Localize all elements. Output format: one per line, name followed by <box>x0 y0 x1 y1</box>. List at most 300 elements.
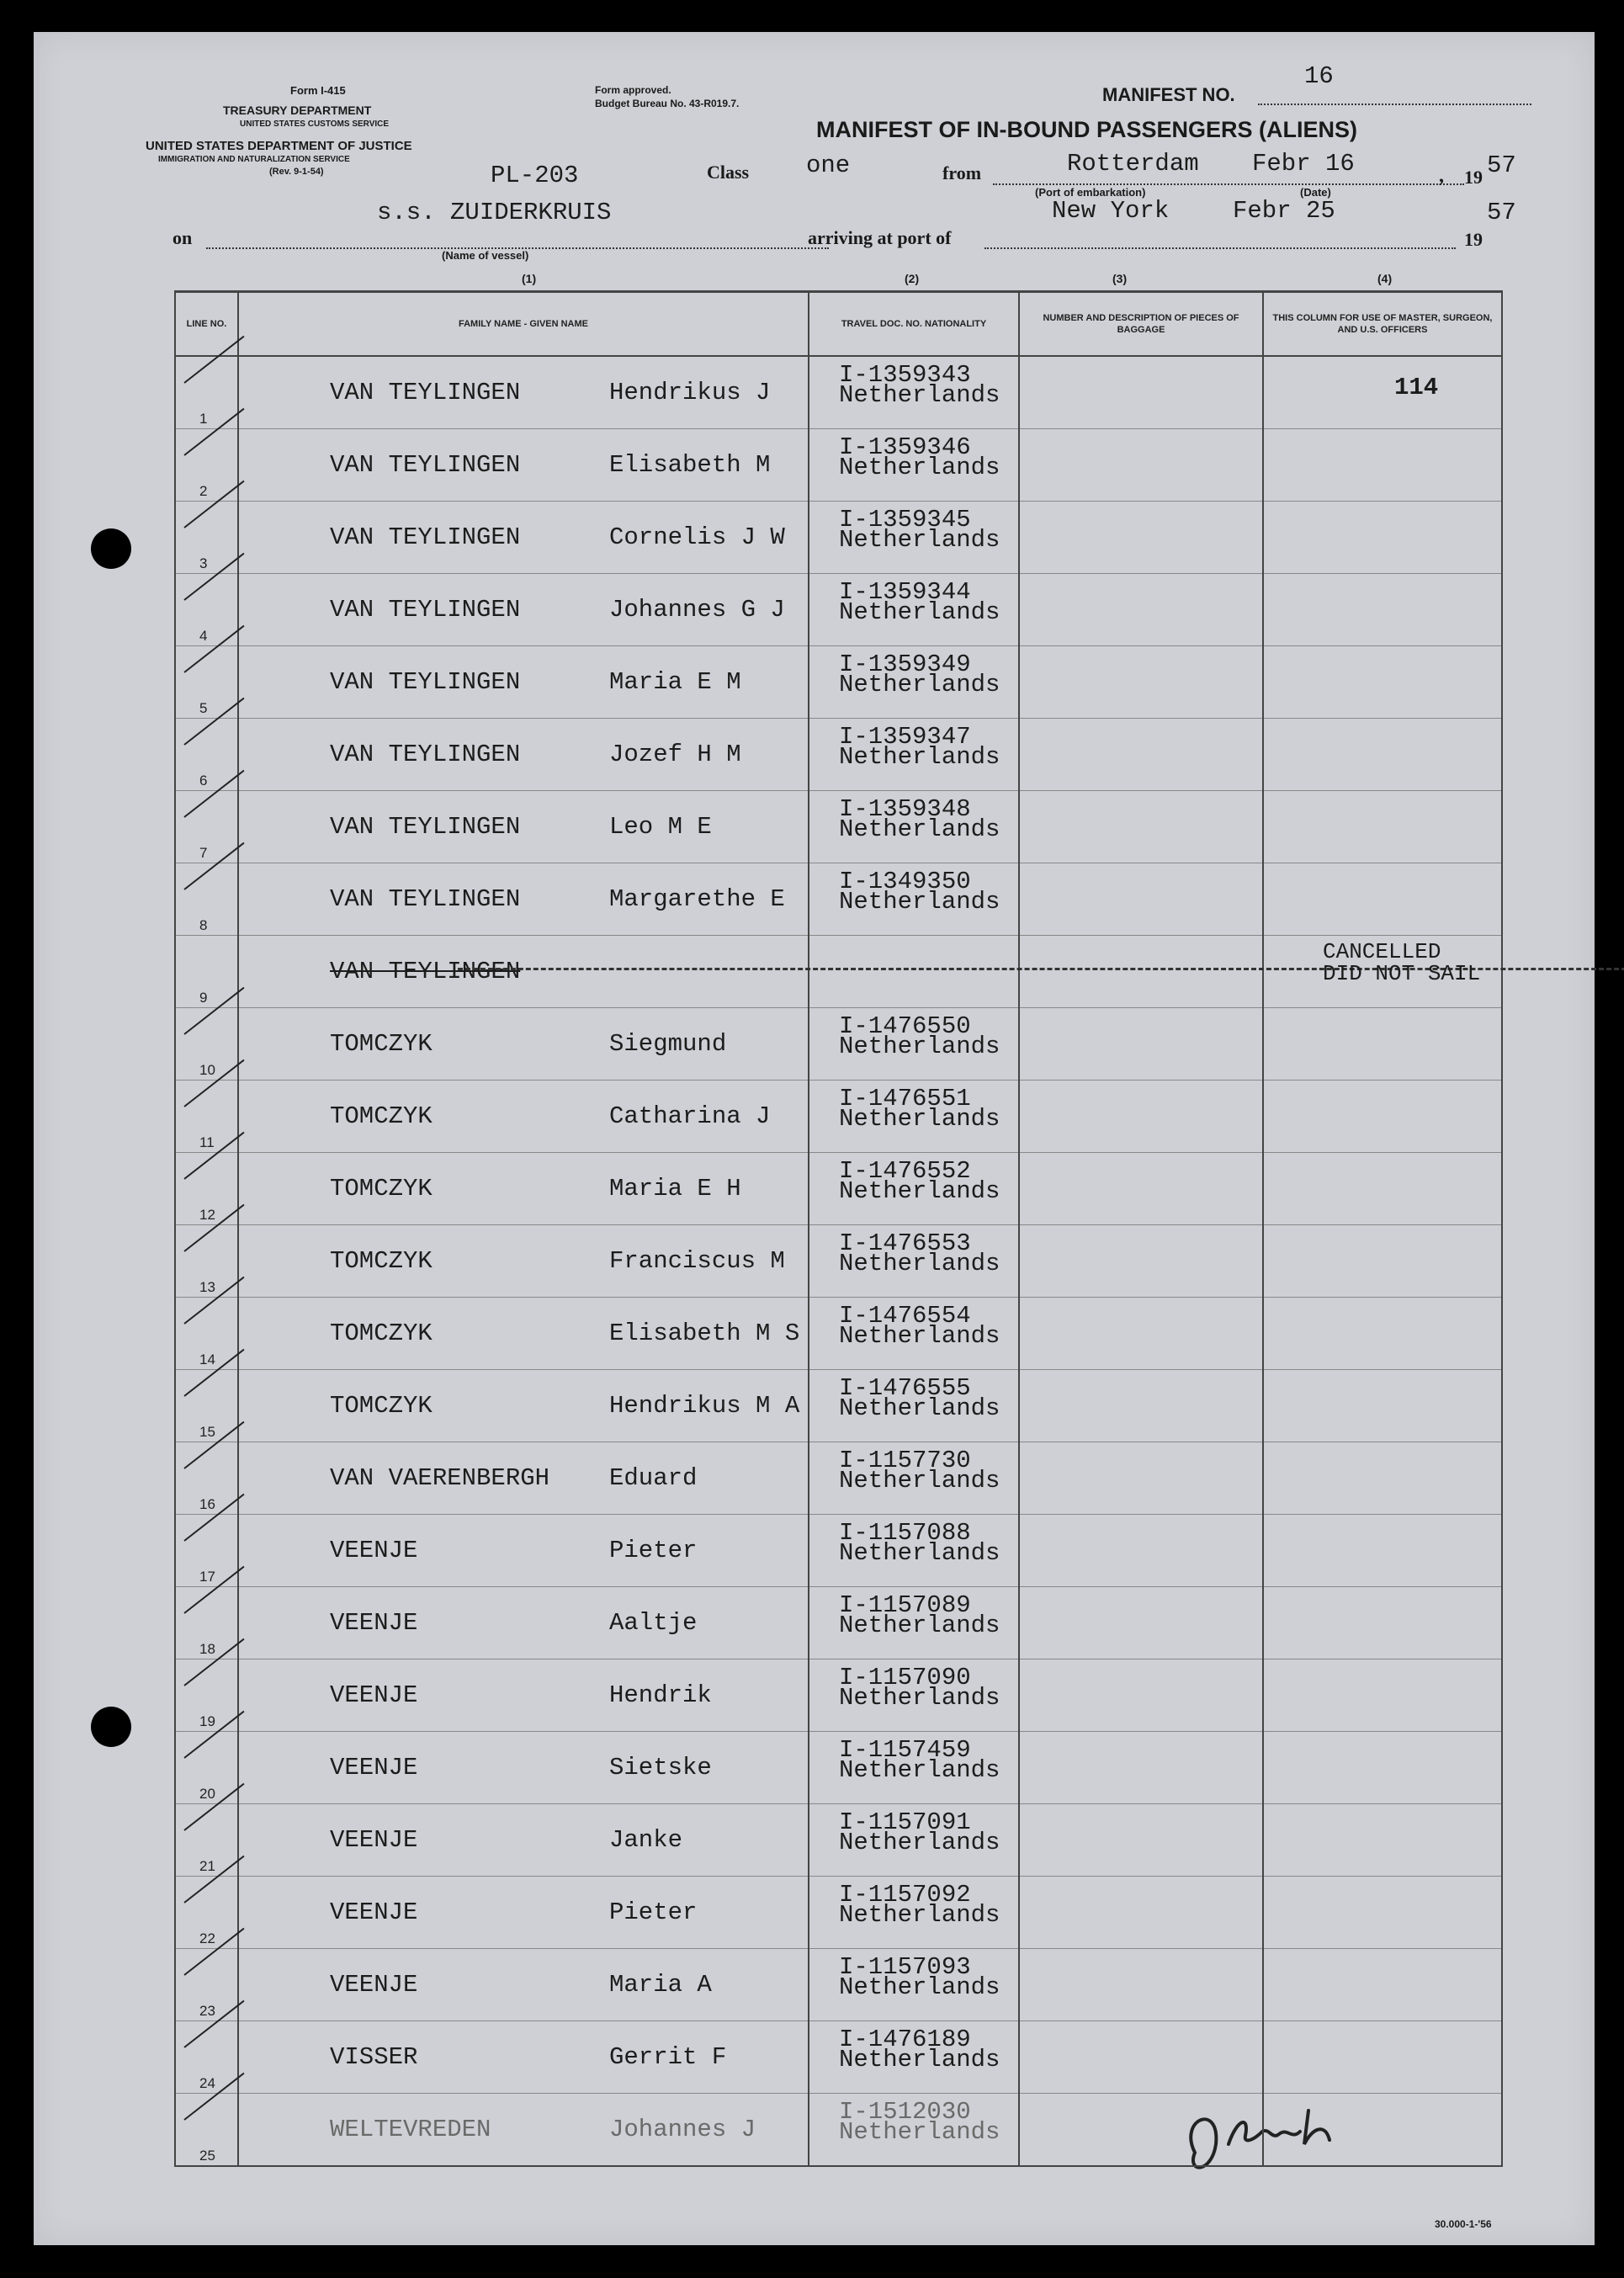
baggage-cell <box>1019 1587 1263 1659</box>
header-travel-doc: TRAVEL DOC. NO. NATIONALITY <box>809 292 1019 357</box>
revision-date: (Rev. 9-1-54) <box>269 167 324 177</box>
nationality: Netherlands <box>839 2046 1000 2074</box>
given-name: Margarethe E <box>609 885 785 913</box>
header-family-given-name: FAMILY NAME - GIVEN NAME <box>238 292 809 357</box>
line-number: 15 <box>199 1424 215 1440</box>
table-row <box>175 574 1502 646</box>
officers-cell <box>1263 1515 1502 1587</box>
travel-doc-cell <box>809 1804 1019 1877</box>
line-number: 16 <box>199 1496 215 1512</box>
line-number: 5 <box>199 700 208 716</box>
line-cell <box>175 1370 238 1442</box>
table-row <box>175 1732 1502 1804</box>
arrival-port: New York <box>1052 197 1170 225</box>
line-number: 2 <box>199 483 208 499</box>
given-name: Franciscus M <box>609 1247 785 1275</box>
officers-cell <box>1263 791 1502 863</box>
baggage-cell <box>1019 1225 1263 1298</box>
nationality: Netherlands <box>839 1322 1000 1350</box>
table-row <box>175 1298 1502 1370</box>
given-name: Johannes J <box>609 2116 756 2143</box>
given-name: Siegmund <box>609 1030 727 1058</box>
table-row <box>175 791 1502 863</box>
family-name: VAN TEYLINGEN <box>330 741 521 768</box>
table-row <box>175 1153 1502 1225</box>
table-row <box>175 1225 1502 1298</box>
vessel-name: s.s. ZUIDERKRUIS <box>377 199 612 226</box>
passenger-table <box>174 290 1503 2167</box>
travel-doc-number: I-1157091 <box>839 1808 971 1836</box>
name-cell <box>238 719 809 791</box>
travel-doc-number: I-1349350 <box>839 868 971 895</box>
baggage-cell <box>1019 356 1263 429</box>
baggage-cell <box>1019 429 1263 502</box>
line-cell <box>175 863 238 936</box>
arriving-label: arriving at port of <box>808 227 952 248</box>
name-cell <box>238 1659 809 1732</box>
manifest-number: 16 <box>1304 62 1334 90</box>
nationality: Netherlands <box>839 381 1000 409</box>
port-of-embarkation: Rotterdam <box>1067 150 1199 178</box>
baggage-cell <box>1019 1153 1263 1225</box>
table-row <box>175 1081 1502 1153</box>
nationality: Netherlands <box>839 1973 1000 2001</box>
family-name: VEENJE <box>330 1681 418 1709</box>
travel-doc-cell <box>809 1877 1019 1949</box>
column-number-1: (1) <box>522 272 537 285</box>
family-name: TOMCZYK <box>330 1392 433 1420</box>
name-cell <box>238 1081 809 1153</box>
officers-cell <box>1263 1153 1502 1225</box>
baggage-cell <box>1019 863 1263 936</box>
nationality: Netherlands <box>839 1177 1000 1205</box>
travel-doc-number: I-1359347 <box>839 723 971 751</box>
travel-doc-cell <box>809 719 1019 791</box>
line-cell <box>175 1515 238 1587</box>
table-row <box>175 646 1502 719</box>
from-label: from <box>942 162 982 183</box>
given-name: Aaltje <box>609 1609 698 1637</box>
department-of-justice: UNITED STATES DEPARTMENT OF JUSTICE <box>146 139 412 153</box>
given-name: Maria E M <box>609 668 741 696</box>
line-cell <box>175 1732 238 1804</box>
line-cell <box>175 646 238 719</box>
travel-doc-cell <box>809 1949 1019 2021</box>
baggage-cell <box>1019 1515 1263 1587</box>
name-cell <box>238 429 809 502</box>
name-cell <box>238 502 809 574</box>
name-cell <box>238 1587 809 1659</box>
officers-cell <box>1263 719 1502 791</box>
nationality: Netherlands <box>839 1467 1000 1495</box>
given-name: Janke <box>609 1826 683 1854</box>
baggage-cell <box>1019 936 1263 1008</box>
travel-doc-cell <box>809 2094 1019 2167</box>
given-name: Maria E H <box>609 1175 741 1203</box>
manifest-title: MANIFEST OF IN-BOUND PASSENGERS (ALIENS) <box>816 117 1358 142</box>
given-name: Elisabeth M <box>609 451 771 479</box>
nationality: Netherlands <box>839 1612 1000 1639</box>
travel-doc-number: I-1157092 <box>839 1881 971 1909</box>
travel-doc-cell <box>809 1370 1019 1442</box>
travel-doc-number: I-1476554 <box>839 1302 971 1330</box>
line-number: 23 <box>199 2003 215 2019</box>
given-name: Leo M E <box>609 813 712 841</box>
travel-doc-number: I-1157093 <box>839 1953 971 1981</box>
given-name: Hendrikus M A <box>609 1392 800 1420</box>
arrival-year: 57 <box>1487 199 1516 226</box>
nationality: Netherlands <box>839 526 1000 554</box>
punch-hole-top <box>91 528 131 569</box>
nationality: Netherlands <box>839 743 1000 771</box>
given-name: Elisabeth M S <box>609 1320 800 1347</box>
given-name: Pieter <box>609 1537 698 1564</box>
travel-doc-cell <box>809 1659 1019 1732</box>
travel-doc-number: I-1476555 <box>839 1374 971 1402</box>
family-name: VAN TEYLINGEN <box>330 379 521 406</box>
officers-cell <box>1263 429 1502 502</box>
form-number: Form I-415 <box>290 84 346 97</box>
budget-bureau: Budget Bureau No. 43-R019.7. <box>595 98 740 109</box>
line-number: 14 <box>199 1351 215 1367</box>
officers-cell <box>1263 1804 1502 1877</box>
line-cell <box>175 1877 238 1949</box>
officers-cell <box>1263 1298 1502 1370</box>
line-number: 6 <box>199 773 208 789</box>
given-name: Catharina J <box>609 1102 771 1130</box>
table-row <box>175 502 1502 574</box>
officers-cell <box>1263 2094 1502 2167</box>
name-cell <box>238 791 809 863</box>
line-number: 21 <box>199 1858 215 1874</box>
travel-doc-cell <box>809 1515 1019 1587</box>
line-cell <box>175 1949 238 2021</box>
family-name: VAN TEYLINGEN <box>330 596 521 624</box>
travel-doc-number: I-1157730 <box>839 1447 971 1474</box>
travel-doc-number: I-1157090 <box>839 1664 971 1691</box>
table-row <box>175 1659 1502 1732</box>
family-name: VISSER <box>330 2043 418 2071</box>
header-line-no: LINE NO. <box>175 292 238 357</box>
family-name: VEENJE <box>330 1609 418 1637</box>
line-number: 24 <box>199 2075 215 2091</box>
baggage-cell <box>1019 1732 1263 1804</box>
family-name: TOMCZYK <box>330 1247 433 1275</box>
family-name: TOMCZYK <box>330 1320 433 1347</box>
line-cell <box>175 429 238 502</box>
table-row <box>175 1008 1502 1081</box>
table-row <box>175 1370 1502 1442</box>
travel-doc-cell <box>809 502 1019 574</box>
customs-service: UNITED STATES CUSTOMS SERVICE <box>240 119 390 129</box>
header-baggage: NUMBER AND DESCRIPTION OF PIECES OF BAGGAGE <box>1019 292 1263 357</box>
baggage-cell <box>1019 2094 1263 2167</box>
line-number: 25 <box>199 2148 215 2164</box>
travel-doc-number: I-1157089 <box>839 1591 971 1619</box>
nationality: Netherlands <box>839 671 1000 698</box>
nationality: Netherlands <box>839 1829 1000 1856</box>
class-value: one <box>806 151 851 179</box>
nationality: Netherlands <box>839 1033 1000 1060</box>
name-cell <box>238 1804 809 1877</box>
officers-cell <box>1263 1877 1502 1949</box>
line-cell <box>175 1804 238 1877</box>
line-number: 11 <box>199 1134 215 1150</box>
nationality: Netherlands <box>839 1756 1000 1784</box>
travel-doc-cell <box>809 1298 1019 1370</box>
travel-doc-number: I-1476550 <box>839 1012 971 1040</box>
year-prefix-one: 19 <box>1464 167 1483 188</box>
family-name: VEENJE <box>330 1754 418 1782</box>
given-name: Johannes G J <box>609 596 785 624</box>
vessel-caption: (Name of vessel) <box>442 249 529 262</box>
officer-note: CANCELLED DID NOT SAIL <box>1323 939 1481 986</box>
embarkation-year: 57 <box>1487 151 1516 179</box>
given-name: Jozef H M <box>609 741 741 768</box>
travel-doc-number: I-1157088 <box>839 1519 971 1547</box>
name-cell <box>238 574 809 646</box>
family-name: VEENJE <box>330 1898 418 1926</box>
name-cell <box>238 863 809 936</box>
line-cell <box>175 1298 238 1370</box>
name-cell <box>238 1949 809 2021</box>
given-name: Cornelis J W <box>609 523 785 551</box>
name-cell <box>238 1877 809 1949</box>
baggage-cell <box>1019 1877 1263 1949</box>
line-number: 18 <box>199 1641 215 1657</box>
given-name: Hendrik <box>609 1681 712 1709</box>
line-number: 9 <box>199 990 208 1006</box>
officers-cell <box>1263 1442 1502 1515</box>
family-name: VAN TEYLINGEN <box>330 668 521 696</box>
officer-note: 114 <box>1394 374 1439 401</box>
travel-doc-number: I-1359346 <box>839 433 971 461</box>
travel-doc-cell <box>809 1008 1019 1081</box>
travel-doc-number: I-1476551 <box>839 1085 971 1112</box>
date-caption: (Date) <box>1300 186 1331 199</box>
family-name: VEENJE <box>330 1971 418 1999</box>
port-embarkation-caption: (Port of embarkation) <box>1035 186 1146 199</box>
officers-cell <box>1263 1225 1502 1298</box>
line-cell <box>175 1587 238 1659</box>
name-cell <box>238 2094 809 2167</box>
line-number: 22 <box>199 1930 215 1946</box>
line-cell <box>175 1225 238 1298</box>
given-name: Eduard <box>609 1464 698 1492</box>
form-approved: Form approved. <box>595 84 671 96</box>
line-cell <box>175 936 238 1008</box>
line-number: 1 <box>199 411 208 427</box>
line-cell <box>175 574 238 646</box>
baggage-cell <box>1019 646 1263 719</box>
print-code: 30.000-1-'56 <box>1435 2218 1492 2230</box>
officers-cell <box>1263 1370 1502 1442</box>
line-cell <box>175 719 238 791</box>
table-row <box>175 936 1502 1008</box>
line-number: 10 <box>199 1062 215 1078</box>
given-name: Pieter <box>609 1898 698 1926</box>
travel-doc-cell <box>809 936 1019 1008</box>
table-row <box>175 1442 1502 1515</box>
family-name: VAN TEYLINGEN <box>330 813 521 841</box>
family-name: TOMCZYK <box>330 1030 433 1058</box>
table-row <box>175 1949 1502 2021</box>
line-number: 12 <box>199 1207 215 1223</box>
name-cell <box>238 1732 809 1804</box>
officers-cell <box>1263 1949 1502 2021</box>
travel-doc-cell <box>809 863 1019 936</box>
line-number: 8 <box>199 917 208 933</box>
table-row <box>175 1515 1502 1587</box>
travel-doc-cell <box>809 1225 1019 1298</box>
baggage-cell <box>1019 574 1263 646</box>
family-name: VEENJE <box>330 1826 418 1854</box>
line-cell <box>175 1008 238 1081</box>
nationality: Netherlands <box>839 815 1000 843</box>
travel-doc-number: I-1512030 <box>839 2098 971 2126</box>
family-name: WELTEVREDEN <box>330 2116 491 2143</box>
officers-cell <box>1263 1732 1502 1804</box>
column-number-2: (2) <box>905 272 920 285</box>
table-row <box>175 1587 1502 1659</box>
table-row <box>175 863 1502 936</box>
nationality: Netherlands <box>839 2118 1000 2146</box>
travel-doc-number: I-1359349 <box>839 650 971 678</box>
travel-doc-cell <box>809 574 1019 646</box>
nationality: Netherlands <box>839 1539 1000 1567</box>
family-name: TOMCZYK <box>330 1175 433 1203</box>
name-cell <box>238 936 809 1008</box>
travel-doc-number: I-1359343 <box>839 361 971 389</box>
travel-doc-cell <box>809 1081 1019 1153</box>
travel-doc-cell <box>809 791 1019 863</box>
nationality: Netherlands <box>839 1901 1000 1929</box>
name-cell <box>238 1442 809 1515</box>
line-number: 7 <box>199 845 208 861</box>
treasury-department: TREASURY DEPARTMENT <box>223 104 372 117</box>
nationality: Netherlands <box>839 888 1000 916</box>
officers-cell <box>1263 646 1502 719</box>
travel-doc-cell <box>809 2021 1019 2094</box>
vessel-code: PL-203 <box>491 162 579 189</box>
table-row <box>175 356 1502 429</box>
line-number: 19 <box>199 1713 215 1729</box>
family-name: VAN TEYLINGEN <box>330 885 521 913</box>
travel-doc-cell <box>809 646 1019 719</box>
family-name: VAN TEYLINGEN <box>330 451 521 479</box>
line-cell <box>175 791 238 863</box>
given-name: Maria A <box>609 1971 712 1999</box>
line-number: 3 <box>199 555 208 571</box>
officers-cell <box>1263 356 1502 429</box>
travel-doc-number: I-1359345 <box>839 506 971 534</box>
baggage-cell <box>1019 1949 1263 2021</box>
officers-cell <box>1263 1659 1502 1732</box>
officers-cell <box>1263 1587 1502 1659</box>
name-cell <box>238 1515 809 1587</box>
name-cell <box>238 1225 809 1298</box>
family-name: TOMCZYK <box>330 1102 433 1130</box>
baggage-cell <box>1019 719 1263 791</box>
table-header-row <box>175 292 1502 357</box>
nationality: Netherlands <box>839 1105 1000 1133</box>
baggage-cell <box>1019 1804 1263 1877</box>
name-cell <box>238 1298 809 1370</box>
baggage-cell <box>1019 1442 1263 1515</box>
line-cell <box>175 1442 238 1515</box>
given-name: Gerrit F <box>609 2043 727 2071</box>
given-name: Hendrikus J <box>609 379 771 406</box>
family-name: VAN TEYLINGEN <box>330 958 521 985</box>
punch-hole-bottom <box>91 1707 131 1747</box>
line-cell <box>175 356 238 429</box>
nationality: Netherlands <box>839 1250 1000 1277</box>
travel-doc-number: I-1476553 <box>839 1229 971 1257</box>
name-cell <box>238 1008 809 1081</box>
nationality: Netherlands <box>839 1394 1000 1422</box>
line-number: 13 <box>199 1279 215 1295</box>
travel-doc-number: I-1476189 <box>839 2026 971 2053</box>
officers-cell <box>1263 1081 1502 1153</box>
travel-doc-number: I-1359344 <box>839 578 971 606</box>
baggage-cell <box>1019 2021 1263 2094</box>
column-number-4: (4) <box>1377 272 1393 285</box>
name-cell <box>238 1153 809 1225</box>
line-cell <box>175 1659 238 1732</box>
line-cell <box>175 2094 238 2167</box>
immigration-service: IMMIGRATION AND NATURALIZATION SERVICE <box>158 155 350 164</box>
name-cell <box>238 356 809 429</box>
travel-doc-number: I-1476552 <box>839 1157 971 1185</box>
name-cell <box>238 646 809 719</box>
family-name: VAN TEYLINGEN <box>330 523 521 551</box>
nationality: Netherlands <box>839 1684 1000 1712</box>
family-name: VEENJE <box>330 1537 418 1564</box>
officers-cell <box>1263 574 1502 646</box>
on-label: on <box>172 227 193 248</box>
table-row <box>175 429 1502 502</box>
baggage-cell <box>1019 1659 1263 1732</box>
header-officers-use: THIS COLUMN FOR USE OF MASTER, SURGEON, AND U.S. OFFICERS <box>1263 292 1502 357</box>
officers-cell <box>1263 863 1502 936</box>
travel-doc-number: I-1359348 <box>839 795 971 823</box>
travel-doc-cell <box>809 1442 1019 1515</box>
officers-cell <box>1263 2021 1502 2094</box>
family-name: VAN VAERENBERGH <box>330 1464 550 1492</box>
line-cell <box>175 1081 238 1153</box>
baggage-cell <box>1019 791 1263 863</box>
officers-cell <box>1263 502 1502 574</box>
name-cell <box>238 1370 809 1442</box>
line-cell <box>175 2021 238 2094</box>
officers-cell <box>1263 1008 1502 1081</box>
year-prefix-two: 19 <box>1464 229 1483 250</box>
baggage-cell <box>1019 1370 1263 1442</box>
table-row <box>175 2094 1502 2167</box>
embarkation-date: Febr 16 <box>1252 150 1355 178</box>
line-cell <box>175 1153 238 1225</box>
column-number-3: (3) <box>1112 272 1128 285</box>
line-number: 4 <box>199 628 208 644</box>
baggage-cell <box>1019 1081 1263 1153</box>
nationality: Netherlands <box>839 454 1000 481</box>
line-cell <box>175 502 238 574</box>
name-cell <box>238 2021 809 2094</box>
travel-doc-cell <box>809 356 1019 429</box>
baggage-cell <box>1019 1008 1263 1081</box>
travel-doc-cell <box>809 1153 1019 1225</box>
travel-doc-cell <box>809 1732 1019 1804</box>
